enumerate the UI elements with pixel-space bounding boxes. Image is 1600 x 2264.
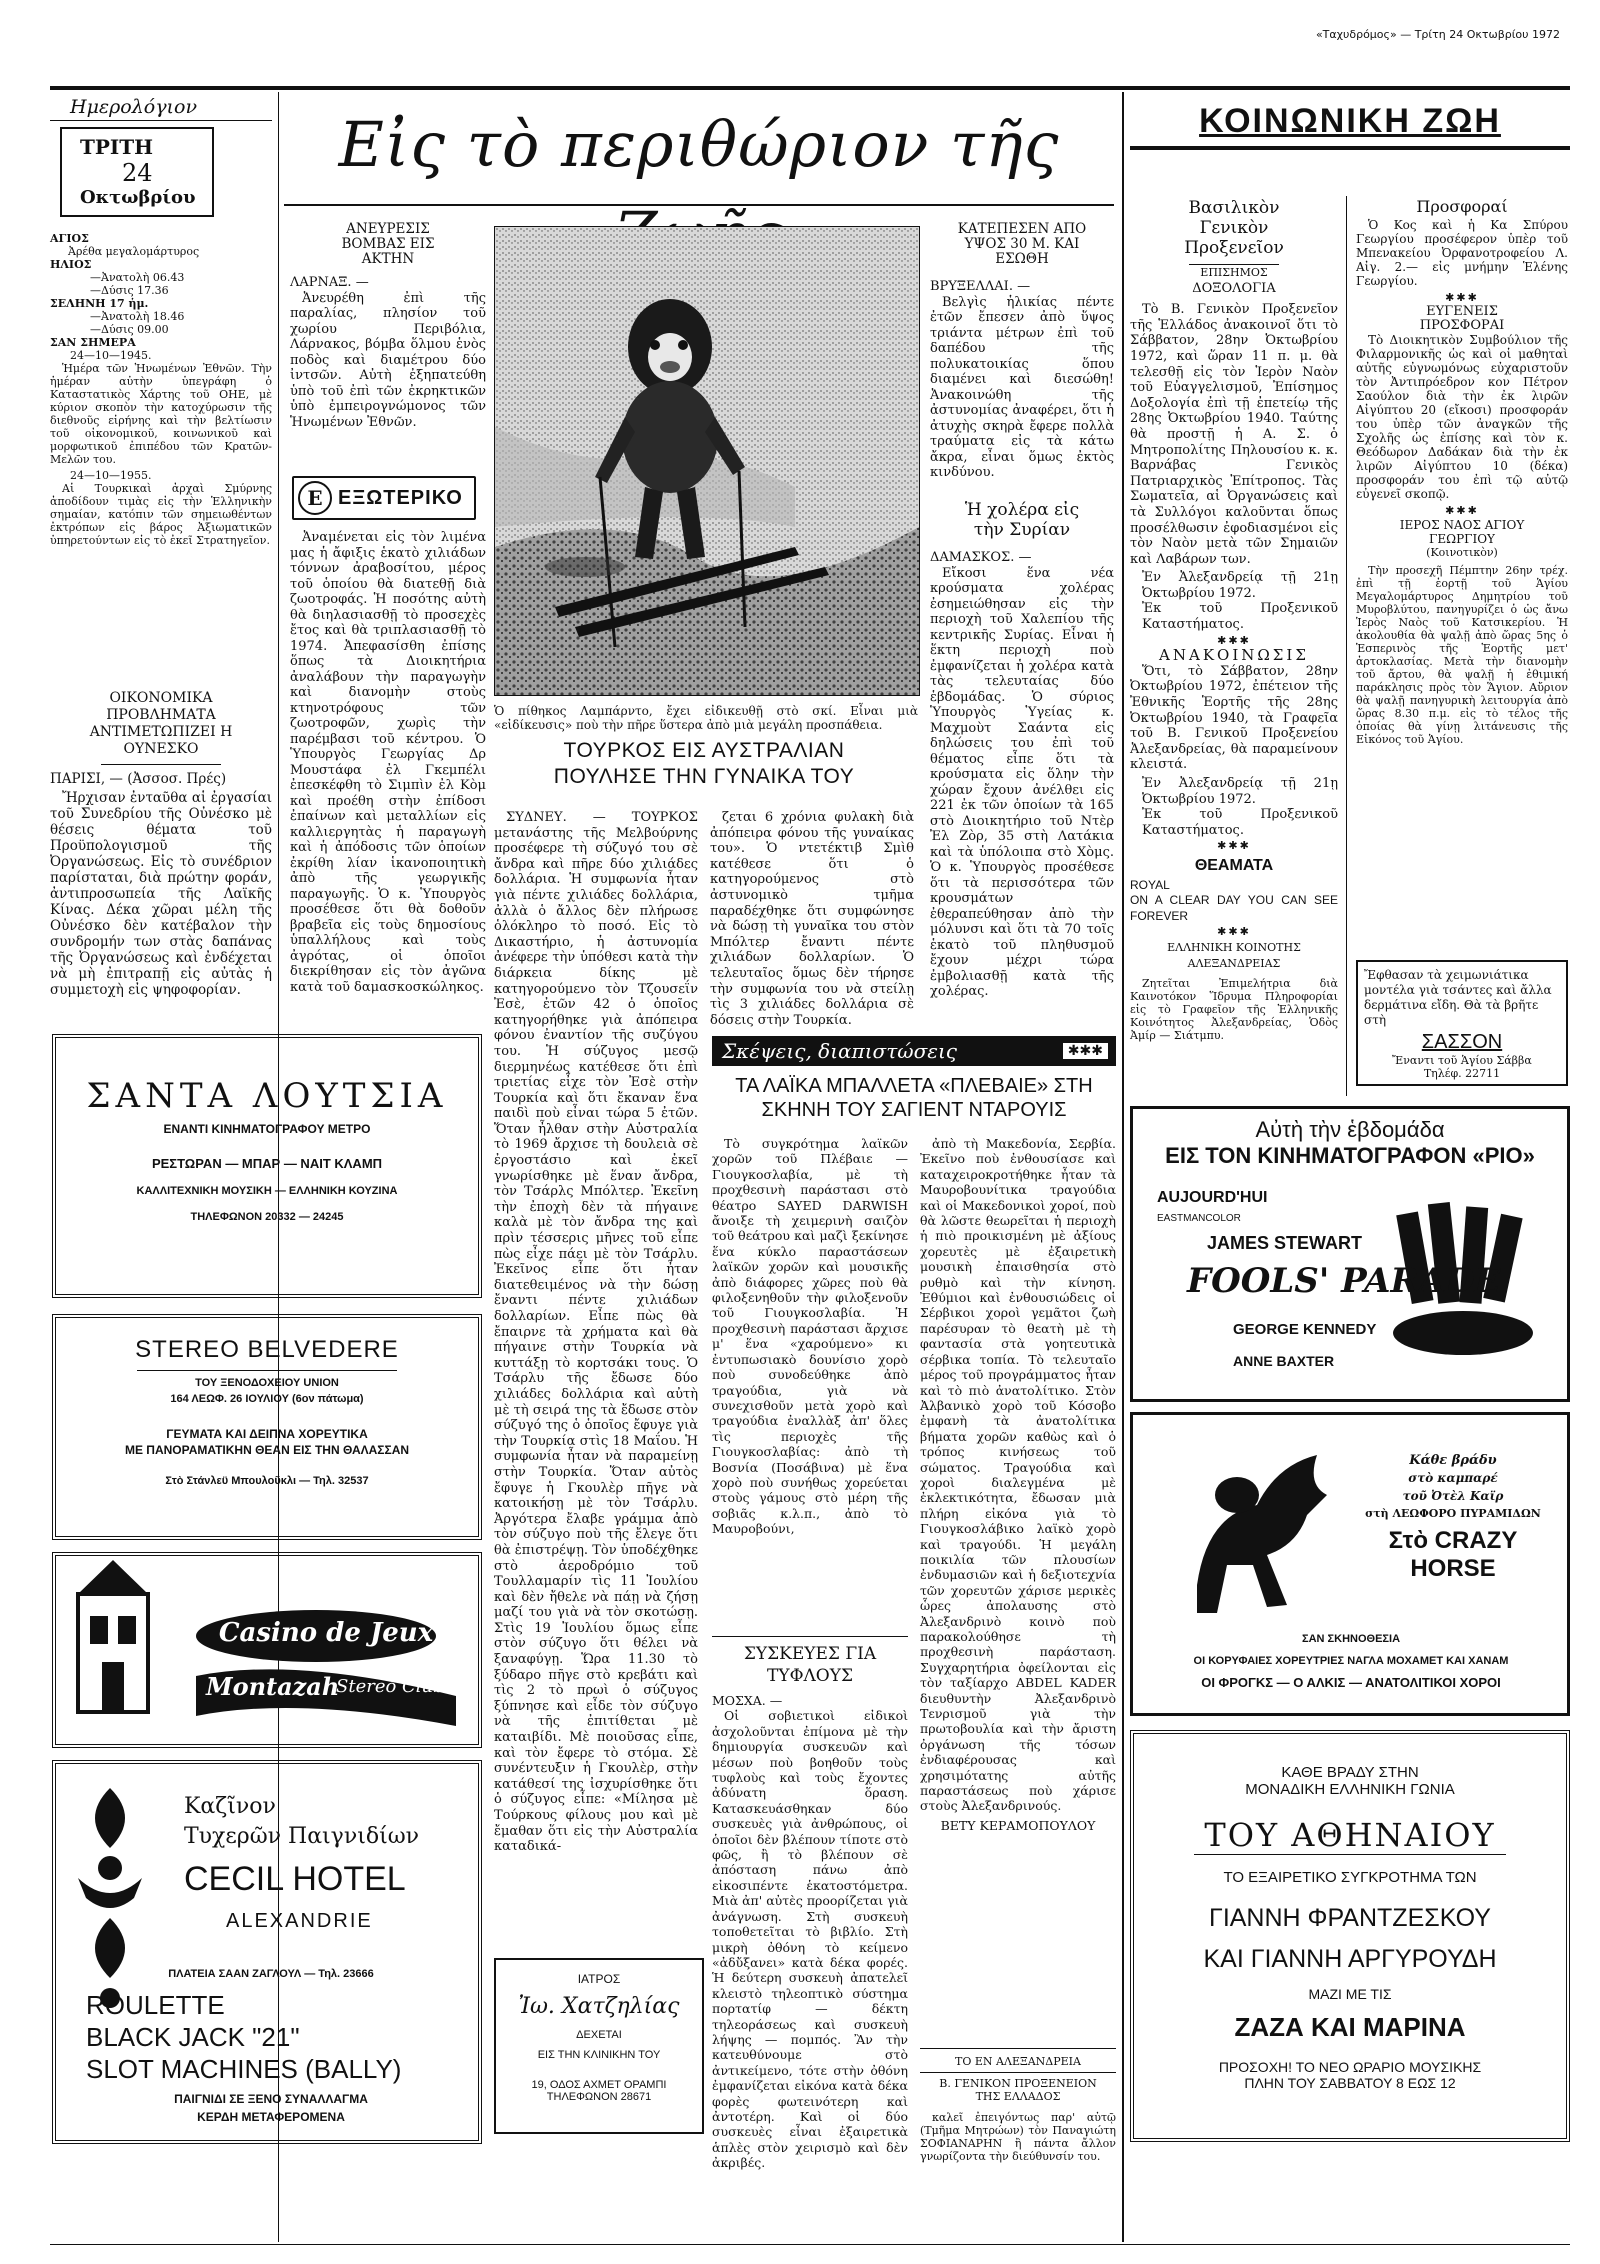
moon-label: ΣΕΛΗΝΗ 17 ἡμ. xyxy=(50,297,149,310)
exoteriko-label: ΕΞΩΤΕΡΙΚΟ xyxy=(338,486,463,509)
cecil-games-2: BLACK JACK "21" xyxy=(86,2022,300,2052)
sasson-text: Ἔφθασαν τὰ χειμωνιάτικα μοντέλα γιὰ τσάντες καὶ ἄλλα δερμάτινα εἴδη. Θὰ τὰ βρῆτε στὴ xyxy=(1364,968,1552,1027)
cecil-games-1: ROULETTE xyxy=(86,1990,225,2020)
calendar-header xyxy=(50,92,272,217)
fall-article xyxy=(930,222,1114,484)
turk-headline-1: ΤΟΥΡΚΟΣ ΕΙΣ ΑΥΣΤΡΑΛΙΑΝ xyxy=(563,739,845,762)
belvedere-name: STEREO BELVEDERE xyxy=(135,1336,399,1363)
rio-color: EASTMANCOLOR xyxy=(1157,1213,1241,1224)
athinaiou-line2: ΜΟΝΑΔΙΚΗ ΕΛΛΗΝΙΚΗ ΓΩΝΙΑ xyxy=(1245,1781,1455,1798)
turk-col-2 xyxy=(710,810,914,1031)
kicker-icon: ✱✱✱ xyxy=(1063,1043,1108,1059)
crazy-top-4: στὴ ΛΕΩΦΟΡΟ ΠΥΡΑΜΙΔΩΝ xyxy=(1365,1507,1541,1520)
theater-title: ΘΕΑΜΑΤΑ xyxy=(1194,856,1274,874)
rio-star3: ANNE BAXTER xyxy=(1233,1353,1335,1369)
rio-today: AUJOURD'HUI xyxy=(1157,1189,1268,1206)
community-2: ΑΛΕΞΑΝΔΡΕΙΑΣ xyxy=(1187,956,1281,970)
theater-text: Ζητεῖται Ἐπιμελήτρια διὰ Καινοτόκον Ἵδρυμα Πληροφορίαι εἰς τὸ Γραφεῖον τῆς Ἑλληνικῆς Κοινότητος Ἀλεξανδρείας, Ὁδὸς Ἀμίρ — Σιάτμπυ. xyxy=(1130,977,1338,1043)
church-text: Τὴν προσεχῆ Πέμπτην 26ην τρέχ. ἐπὶ τῇ ἑορτῇ τοῦ Ἁγίου Μεγαλομάρτυρος Δημητρίου τοῦ Μυροβλύτου, πανηγυρίζει ὁ ὡς ἄνω Ἱερὸς Ναὸς τοῦ Κατσικερίου. Ἡ ἀκολουθία θὰ ψαλῇ ἀπὸ ὥρας 5ης ὁ Ἑσπερινὸς τῆς Ἑορτῆς μετ' ἀρτοκλασίας. Μετὰ τὴν διανομὴν τοῦ ἄρτου, θὰ ψαλῇ ἡ ἐθιμική παράκλησις πρὸς τὸν Ἅγιον. Αὔριον θὰ ψαλῇ πανηγυρικὴ λειτουργία ἀπὸ ὥρας 8.30 π.μ. εἰς τὸ τέλος τῆς ὁποίας θὰ γίνῃ λιτάνευσις τῆς Εἰκόνος τοῦ Ἁγίου. xyxy=(1356,564,1568,746)
bottom-rule xyxy=(50,2244,1570,2245)
bomb-dateline: ΛΑΡΝΑΞ. — xyxy=(290,275,369,290)
church-sub: (Κοινοτικὸν) xyxy=(1426,546,1498,559)
consulate-event1-b: Ἐκ τοῦ Προξενικοῦ Καταστήματος. xyxy=(1142,601,1338,633)
cecil-note-1: ΠΑΙΓΝΙΔΙ ΣΕ ΞΕΝΟ ΣΥΝΑΛΛΑΓΜΑ xyxy=(174,2092,368,2106)
athinaiou-line3: ΤΟ ΕΞΑΙΡΕΤΙΚΟ ΣΥΓΚΡΟΤΗΜΑ ΤΩΝ xyxy=(1223,1869,1477,1886)
ballets-byline: ΒΕΤΥ ΚΕΡΑΜΟΠΟΥΛΟΥ xyxy=(940,1817,1096,1833)
cecil-line1: Καζῖνον xyxy=(184,1794,276,1819)
calendar-title: Ημερολόγιον xyxy=(50,92,272,121)
ballets-text-2: ἀπὸ τὴ Μακεδονία, Σερβία. Ἐκεῖνο ποὺ ἐνθουσίασε καὶ καταχειροκροτήθηκε ἦταν τὰ Μαυροβουνίτικα τραγούδια καὶ οἱ Μακεδονικοὶ χοροί, ποὺ θὰ λῶστε θεωρεῖται ἡ περιοχὴ ἡ πιὸ προικισμένη μὲ ἀξίους χορευτὲς μὲ ἐξαιρετικὴ μουσικὴ ἐπαισθησία στὸ ρυθμὸ καὶ τὴν κίνηση. Ἐθύμιοι καὶ ἐνθουσιώδεις οἱ Σέρβικοι χοροὶ γεμᾶτοι ζωὴ παρέσυραν τὸ θεατὴ μὲ τὴ φαντασία στὰ γοητευτικὰ σέρβικα τοπία. Τὸ τελευταῖο μέρος τοῦ προγράμματος ἦταν καὶ τὸ πιὸ ἀνατολίτικο. Στὸν Ἀλβανικὸ χορὸ τοῦ Κόσοβο ἐμφανὴ τὰ ἀνατολίτικα βήματα χορῶν καθὼς καὶ ὁ τρόπος κινήσεως τοῦ σώματος. Τραγούδια καὶ χοροὶ διαλεγμένα μὲ ἐκλεκτικότητα, ἔδωσαν μιὰ πλήρη εἰκόνα γιὰ τὸ Γιουγκοσλάβικο λαϊκὸ χορὸ καὶ τραγούδι. Ἡ μεγάλη ποικιλία τῶν πλουσίων ἐνδυμασιῶν καὶ ἡ δεξιοτεχνία τῶν χορευτῶν χάρισε μερικὲς ὧρες ἀπολαυσης στὸ Ἀλεξανδρινὸ κοινὸ ποὺ παρακολούθησε τὴ προχθεσινὴ παράσταση. Συγχαρητήρια ὀφείλονται εἰς τὸν ταξίαρχο ABDEL KADER διευθυντὴν Ἀλεξανδρινὸ Τενρισμοῦ γιὰ τὴν πρωτοβουλία καὶ τὴν ἄριστη ὀργάνωση τῆς τόσων ἐνδιαφέρουσας καὶ χρησιμότατης αὐτῆς παραστάσεως ποὺ χάρισε στοὺς Ἀλεξανδρινούς. xyxy=(920,1136,1116,1814)
community-1: ΕΛΛΗΝΙΚΗ ΚΟΙΝΟΤΗΣ xyxy=(1167,940,1301,954)
theater-line2: ON A CLEAR DAY YOU CAN SEE FOREVER xyxy=(1130,893,1338,923)
ballets-kicker-text: Σκέψεις, διαπιστώσεις xyxy=(722,1039,957,1063)
offers-title2: ΕΥΓΕΝΕΙΣ ΠΡΟΣΦΟΡΑΙ xyxy=(1419,304,1505,333)
belvedere-ad xyxy=(52,1314,482,1540)
athinaiou-name: ΤΟΥ ΑΘΗΝΑΙΟΥ xyxy=(1194,1816,1505,1855)
ballets-headline: ΤΑ ΛΑΪΚΑ ΜΠΑΛΛΕΤΑ «ΠΛΕΒΑΙΕ» ΣΤΗ ΣΚΗΝΗ ΤΟΥ ΣΑΓΙΕΝΤ ΝΤΑΡΟΥΙΣ xyxy=(735,1075,1093,1121)
santa-lucia-line2: ΡΕΣΤΩΡΑΝ — ΜΠΑΡ — ΝΑΙΤ ΚΛΑΜΠ xyxy=(151,1156,383,1171)
cholera-headline: Ἡ χολέρα εἰς τὴν Συρίαν xyxy=(964,500,1080,540)
consulate-sub1: ΕΠΙΣΗΜΟΣ xyxy=(1189,264,1279,281)
ballets-col-2 xyxy=(920,1136,1116,1833)
divider-stars: ✱✱✱ xyxy=(1217,633,1251,647)
sasson-phone: Τηλέφ. 22711 xyxy=(1423,1067,1501,1080)
belvedere-line2: 164 ΛΕΩΦ. 26 ΙΟΥΛΙΟΥ (6ον πάτωμα) xyxy=(170,1393,364,1405)
section-title: Εἰς τὸ περιθώριον τῆς xyxy=(338,108,1060,181)
cecil-address: ΠΛΑΤΕΙΑ ΣΑΑΝ ΖΑΓΛΟΥΛ — Τηλ. 23666 xyxy=(168,1968,374,1980)
moonrise: —Ἀνατολὴ 18.46 xyxy=(90,310,185,323)
date-box xyxy=(60,127,214,217)
divider-stars-5: ✱✱✱ xyxy=(1445,504,1479,517)
rio-line2: ΕΙΣ ΤΟΝ ΚΙΝΗΜΑΤΟΓΡΑΦΟΝ «ΡΙΟ» xyxy=(1165,1143,1535,1168)
blind-text: Οἱ σοβιετικοὶ εἰδικοὶ ἀσχολοῦνται ἐπίμονα μὲ τὴν δημιουργία συσκευῶν καὶ μέσων ποὺ βοηθοῦν τοὺς τυφλοὺς καὶ τοὺς ἔχοντες ἀδύνατη ὅραση. Κατασκευάσθηκαν δύο συσκευὲς γιὰ ἀνθρώπους, οἱ ὁποῖοι δὲν βλέπουν τίποτε στὸ φῶς, ἢ τὸ βλέπουν σὲ ἀπόσταση πάνω ἀπὸ εἰκοσιπέντε ἑκατοστόμετρα. Μιὰ ἀπ' αὐτὲς προορίζεται γιὰ ἀνάγνωση. Στὴ συσκευὴ τοποθετεῖται τὸ βιβλίο. Στὴ μικρὴ ὀθόνη τὸ κείμενο «ἀδὔξανει» κατὰ δέκα φορές. Ἡ δεύτερη συσκευὴ ἀπατελεῖ κλειστὸ τηλεοπτικὸ σύστημα πορτατίφ — δέκτη τηλεοράσεως καὶ συσκευὴ λήψης — πομπός. Ἂν τὴν κατευθύνουμε στὸ ἀντικείμενο, τότε στὴν ὀθόνη ἐμφανίζεται εἰκόνα κατὰ δέκα φορὲς φωτεινότερη καὶ ἀντοτέρη. Καὶ οἱ δύο συσκευὲς εἶναι ἐξαιρετικὰ ἁπλὲς στὸν χειρισμὸ καὶ δὲν ἀκριβές. xyxy=(712,1708,908,2171)
fall-dateline: ΒΡΥΞΕΛΛΑΙ. — xyxy=(930,279,1031,294)
montazah-logo xyxy=(56,1556,478,1744)
turk-headline xyxy=(494,722,914,790)
church-title: ΙΕΡΟΣ ΝΑΟΣ ΑΓΙΟΥ ΓΕΩΡΓΙΟΥ xyxy=(1399,518,1525,546)
cecil-ad xyxy=(52,1760,482,2144)
then-2-date: 24—10—1955. xyxy=(70,469,152,482)
doctor-label: ΙΑΤΡΟΣ xyxy=(577,1972,621,1986)
ballets-kicker xyxy=(712,1036,1116,1066)
consulate-note-text: καλεῖ ἐπειγόντως παρ' αὐτῷ (Τμῆμα Μητρώων) τὸν Παναγιώτη ΣΟΦΙΑΝΑΡΗΝ ἢ πάντα ἄλλον γνωρίζοντα τὴν διεύθυνσίν του. xyxy=(920,2111,1116,2163)
rio-star2: GEORGE KENNEDY xyxy=(1233,1321,1377,1338)
date-day: ΤΡΙΤΗ xyxy=(80,135,154,159)
turk-text-1: ΣΥΔΝΕΥ. — ΤΟΥΡΚΟΣ μετανάστης τῆς Μελβούρνης προσέφερε τὴ σύζυγό του σὲ ἄνδρα καὶ πῆρε δύο χιλιάδες δολλάρια. Ἡ συμφωνία ἦταν γιὰ πέντε χιλιάδες δολλάρια, ἀλλὰ ὁ ἄλλος δὲν πλήρωσε ὁλόκληρο τὸ ποσό. Εἰς τὸ Δικαστήριο, ἡ ἀστυνομία ἀνέφερε τὴν ὑπόθεσι κατὰ τὴν διάρκεια δίκης μὲ κατηγορούμενο τὸν Τζουσεΐν Ἐσὲ, ἐτῶν 42 ὁ ὁποῖος κατηγορήθηκε γιὰ ἀπόπειρα φόνου ἐναντίον τῆς συζύγου του. Ἡ σύζυγος μεσῷ διερμηνέως κατέθεσε ὅτι ἐπὶ τριετίας εἶχε τὸν Ἐσὲ στὴν Τουρκία καὶ ὅτι ἔκαναν ἕνα παιδὶ ποὺ εἶναι τώρα 5 ἐτῶν. Ὅταν ἦλθαν στὴν Αὐστραλία τὸ 1969 ἄρχισε τὴ δουλειὰ σὲ ἐργοστάσιο καὶ ἐκεῖ γνωρίσθηκε μὲ ἕναν ἄνδρα, τὸν Τσάρλς Μπόλτερ. Ἐκεῖνη τὴν ἐποχὴ δὲν τὰ πήγαινε καλὰ μὲ τὸν ἄνδρα της καὶ πρὶν τέσσερις μῆνες τοῦ εἶπε πὼς εἶχε πάει μὲ τὸν Τσάρλυ. Ἐκεῖνος εἶπε ὅτι ἦταν διατεθειμένος νὰ τὴν δώσῃ ἔναντι πέντε χιλιάδων δολλαρίων. Εἶπε πὼς θὰ ἔπαιρνε τὰ χρήματα καὶ θὰ πήγαινε στὴν Τουρκία νὰ κυττάξῃ τὸ κορτσάκι τους. Ὁ Τσάρλυ τῆς ἔδωσε δύο χιλιάδες δολλάρια καὶ αὐτὴ μὲ τὴ σειρά της τὰ ἔδωσε στὸν σύζυγό της ὁ ὁποῖος ἔφυγε γιὰ τὴν Τουρκία στὶς 18 Μαΐου. Ἡ συμφωνία ἦταν νὰ παραμείνῃ στὴν Τουρκία. Ὅταν αὐτὸς ἔφυγε ἡ Γκουλὲρ πῆγε νὰ κατοικήσῃ μὲ τὸν Τσάρλυ. Ἀργότερα ἔλαβε γράμμα ἀπὸ τὸν σύζυγο ποὺ τῆς ἔλεγε ὅτι θὰ ἐπιστρέψῃ. Τὸν ὑποδέχθηκε στὸ ἀεροδρόμιο τοῦ Τουλλαμαρίν τὶς 11 Ἰουλίου καὶ δὲν ἤθελε νὰ πάῃ νὰ ζήσῃ μαζί του γιὰ νὰ τὸν σκοτώσῃ. Στὶς 19 Ἰουλίου ὅμως εἶπε στὸν σύζυγο ὅτι θέλει νὰ ξαναφύγῃ. Ὥρα 11.30 τὸ ξύδαρο πῆγε στὸ κρεβάτι καὶ τὶς 2 τὸ πρωὶ ὁ σύζυγος ξύπνησε καὶ εἶδε τὸν σύζυγο νὰ τῆς ἐπιτίθεται μὲ καταιβίδι. Μὲ ποιοῦσας εἶπε, καὶ τὸν ἔφερε τὸ στόμα. Σὲ συνέντευξιν ἡ Γκουλὲρ, στὴν κατάθεσί της ἰσχυρίσθηκε ὅτι ὁ σύζυγος εἶπε: «Μίλησα μὲ Τούρκους φίλους μου καὶ μὲ ἔμαθαν ὅτι εἰς τὴν Αὐστραλία καταδικά- xyxy=(494,810,698,1855)
sasson-ad xyxy=(1356,960,1568,1086)
doctor-phone: ΤΗΛΕΦΩΝΟΝ 28671 xyxy=(546,2091,652,2103)
belvedere-phone: Στὸ Στάνλεϋ Μπουλοῦκλι — Τηλ. 32537 xyxy=(165,1475,369,1487)
economic-headline: ΟΙΚΟΝΟΜΙΚΑ ΠΡΟΒΛΗΜΑΤΑ ΑΝΤΙΜΕΤΩΠΙΖΕΙ Η ΟΥΝΕΣΚΟ xyxy=(89,690,233,757)
globe-icon: Ε xyxy=(298,481,332,515)
offers-article xyxy=(1356,197,1568,749)
moonset: —Δύσις 09.00 xyxy=(90,323,169,336)
rio-ad xyxy=(1130,1106,1570,1402)
athinaiou-artist2: ΚΑΙ ΓΙΑΝΝΗ ΑΡΓΥΡΟΥΔΗ xyxy=(1203,1945,1497,1973)
belvedere-line3: ΓΕΥΜΑΤΑ ΚΑΙ ΔΕΙΠΝΑ ΧΟΡΕΥΤΙΚΑ xyxy=(166,1427,368,1441)
bomb-article xyxy=(290,222,486,433)
blind-headline: ΣΥΣΚΕΥΕΣ ΓΙΑ ΤΥΦΛΟΥΣ xyxy=(712,1636,908,1687)
col-rule-2 xyxy=(1122,92,1124,2242)
consulate-event1: Ἐν Ἀλεξανδρείᾳ τῇ 21ῃ Ὀκτωβρίου 1972. xyxy=(1142,570,1338,601)
montazah-title-1: Casino de Jeux xyxy=(218,1618,434,1648)
exoteriko-article xyxy=(290,530,486,998)
anak-title: ΑΝΑΚΟΙΝΩΣΙΣ xyxy=(1159,646,1309,665)
cholera-dateline: ΔΑΜΑΣΚΟΣ. — xyxy=(930,550,1032,565)
cecil-name: CECIL HOTEL xyxy=(184,1860,406,1898)
consulate-note-3: ΤΗΣ ΕΛΛΑΔΟΣ xyxy=(975,2090,1061,2103)
col-rule-right xyxy=(1346,196,1347,1096)
santa-lucia-ad xyxy=(52,1034,482,1298)
consulate-note xyxy=(920,2048,1116,2166)
crazy-name: Στὸ CRAZY HORSE xyxy=(1388,1527,1518,1582)
blind-dateline: ΜΟΣΧΑ. — xyxy=(712,1693,783,1708)
blind-article xyxy=(712,1636,908,2174)
right-masthead xyxy=(1130,96,1570,150)
athinaiou-artist1: ΓΙΑΝΝΗ ΦΡΑΝΤΖΕΣΚΟΥ xyxy=(1209,1904,1491,1932)
doctor-place: ΕΙΣ ΤΗΝ ΚΛΙΝΙΚΗΝ ΤΟΥ xyxy=(537,2049,661,2061)
montazah-ad xyxy=(52,1552,482,1748)
rio-star1: JAMES STEWART xyxy=(1207,1233,1363,1253)
santa-lucia-phone: ΤΗΛΕΦΩΝΟΝ 20332 — 24245 xyxy=(190,1211,344,1223)
horse-icon xyxy=(1167,1435,1347,1625)
divider-stars-4: ✱✱✱ xyxy=(1445,291,1479,304)
athinaiou-artist3: ΖΑΖΑ ΚΑΙ ΜΑΡΙΝΑ xyxy=(1234,2012,1466,2042)
crazy-top-1: Κάθε βράδυ xyxy=(1409,1453,1497,1468)
top-rule xyxy=(50,86,1570,90)
then-label: ΣΑΝ ΣΗΜΕΡΑ xyxy=(50,336,136,349)
montazah-title-2: Montazah xyxy=(206,1672,340,1701)
sun-label: ΗΛΙΟΣ xyxy=(50,258,92,271)
bomb-text: Ἀνευρέθη ἐπὶ τῆς παραλίας, πλησίον τοῦ χωρίου Περιβόλια, Λάρνακος, βόμβα ὅλμου ἑνὸς ποδὸς καὶ διαμέτρου δύο ἰντσῶν. Αὐτὴ ἐξηπατεύθη ὑπὸ τοῦ ἐπὶ τῶν ἐκρηκτικῶν ὑπὸ ἐμπειρογνώμονος τῶν Ἡνωμένων Ἐθνῶν. xyxy=(290,290,486,430)
doctor-hours: ΔΕΧΕΤΑΙ xyxy=(576,2029,622,2041)
doctor-name: Ἰω. Χατζηλίας xyxy=(518,1994,680,2019)
santa-lucia-name: ΣΑΝΤΑ ΛΟΥΤΣΙΑ xyxy=(86,1076,448,1116)
crazy-top-3: τοῦ Ὀτὲλ Καϊρ xyxy=(1402,1489,1504,1503)
consulate-event2: Ἐν Ἀλεξανδρείᾳ τῇ 21ῃ Ὀκτωβρίου 1972. xyxy=(1142,776,1338,807)
photo-caption: Ὁ πίθηκος Λαμπάρντο, ἔχει εἰδικευθῇ στὸ σκί. Εἶναι μιὰ «εἰδίκευσις» ποὺ τὴν πῆρε ὕστερα ἀπὸ μιὰ μεγάλη προσπάθεια. xyxy=(494,704,918,732)
consulate-article xyxy=(1130,198,1338,1045)
consulate-title: Βασιλικὸν Γενικὸν Προξενεῖον xyxy=(1184,198,1284,258)
turk-headline-2: ΠΟΥΛΗΣΕ ΤΗΝ ΓΥΝΑΙΚΑ ΤΟΥ xyxy=(553,765,855,788)
monkey-photo xyxy=(494,226,920,696)
ballets-text-1: Τὸ συγκρότημα λαϊκῶν χορῶν τοῦ Πλέβαιε — Γιουγκοσλαβία, μὲ τὴ προχθεσινὴ παράστασι στὸ θέατρο SAYED DARWISH ἄνοιξε τὴ χειμερινὴ σαιζὸν τοῦ θεάτρου καὶ μαζὶ ξεκίνησε ἕνα κύκλο παραστάσεων λαϊκῶν χορῶν καὶ μουσικῆς ἀπὸ διάφορες χῶρες ποὺ θὰ φιλοξενηθοῦν τὴν φιλοξενοῦν τοῦ Γιουγκοσλαβία. Ἡ προχθεσινὴ παράστασι ἄρχισε μ' ἕνα «χαρούμενο» κι ἐντυπωσιακὸ δουνίσιο χορὸ ποὺ συνοδεύθηκε ἀπὸ τραγούδια, γιὰ νὰ συνεχισθοῦν μετὰ χορὸ καὶ τραγούδια ἐναλλὰξ ἀπ' ὅλες τὶς περιοχὲς τῆς Γιουγκοσλαβίας: ἀπὸ τὴ Βοσνία (Ποσάβινα) μὲ ἕνα χορὸ ποὺ συνήθως χορεύεται στοὺς γάμους στὸ μέρη τῆς σοβιᾶς κ.λ.π., ἀπὸ τὸ Μαυροβούνι, xyxy=(712,1136,908,1537)
offers-title: Προσφοραί xyxy=(1416,197,1508,216)
rio-line1: Αὐτὴ τὴν ἑβδομάδα xyxy=(1255,1117,1445,1142)
montazah-title-3: Stereo Club xyxy=(336,1676,445,1697)
athinaiou-note2: ΠΛΗΝ ΤΟΥ ΣΑΒΒΑΤΟΥ 8 ΕΩΣ 12 xyxy=(1244,2075,1456,2091)
cholera-text: Εἴκοσι ἕνα νέα κρούσματα χολέρας ἐσημειώθησαν εἰς τὴν περιοχὴ τοῦ Χαλεπίου τῆς κεντρικῆς Συρίας. Εἶναι ἡ ἕκτη περιοχὴ ποὺ ἐμφανίζεται ἡ χολέρα κατὰ τὰς τελευταίας δύο ἑβδομάδας. Ὁ σύριος Ὑπουργὸς Ὑγείας κ. Μαχμοὺτ Σαάντα εἰς δηλώσεις του ἐπὶ τοῦ θέματος εἶπε ὅτι τὰ κρούσματα εἰς ὅλην τὴν χώραν ἔχουν ἀνέλθει εἰς 221 ἐκ τῶν ὁποίων τὰ 165 στὸ Διοικητήριο τοῦ Ντὲρ Ἐλ Ζὸρ, 35 στὴ Λατάκια καὶ τὰ ὑπόλοιπα στὸ Χὸμς. Ὁ κ. Ὑπουργὸς προσέθεσε ὅτι τὰ περισσότερα τῶν κρουσμάτων ἐθεραπεύθησαν ἀπὸ τὴν μόλυνσι καὶ ὅτι τὰ 70 τοῖς ἑκατὸ τοῦ πληθυσμοῦ ἔχουν μέχρι τώρα ἐμβολιασθῇ κατὰ τῆς χολέρας. xyxy=(930,565,1114,999)
cholera-article xyxy=(930,500,1114,1003)
turk-col-1 xyxy=(494,810,698,1858)
crazy-line2: ΣΑΝ ΣΚΗΝΟΘΕΣΙΑ xyxy=(1301,1633,1401,1645)
economic-article xyxy=(50,690,272,1001)
monkey-skiing-image xyxy=(495,227,919,695)
doctor-ad xyxy=(494,1958,704,2134)
then-2-text: Αἱ Τουρκικαὶ ἀρχαὶ Σμύρνης ἀποδίδουν τιμὰς εἰς τὴν Ἑλληνικὴν σημαίαν, κατόπιν τῶν σημειωθέντων ἐκτρόπων εἰς βάρος Ἀξιωματικῶν ὑπηρετούντων εἰς τὸ ἐκεῖ Στρατηγεῖον. xyxy=(50,482,272,547)
athinaiou-line1: ΚΑΘΕ ΒΡΑΔΥ ΣΤΗΝ xyxy=(1281,1764,1419,1781)
santa-lucia-line3: ΚΑΛΛΙΤΕΧΝΙΚΗ ΜΟΥΣΙΚΗ — ΕΛΛΗΝΙΚΗ ΚΟΥΖΙΝΑ xyxy=(136,1185,398,1197)
calendar-body xyxy=(50,232,272,550)
ballets-col-1 xyxy=(712,1136,908,1540)
belvedere-line1: ΤΟΥ ΞΕΝΟΔΟΧΕΙΟΥ UNION xyxy=(195,1377,339,1389)
section-masthead xyxy=(284,100,1114,206)
cecil-note-2: ΚΕΡΔΗ ΜΕΤΑΦΕΡΟΜΕΝΑ xyxy=(197,2110,345,2124)
belvedere-line4: ΜΕ ΠΑΝΟΡΑΜΑΤΙΚΗΝ ΘΕΑΝ ΕΙΣ ΤΗΝ ΘΑΛΑΣΣΑΝ xyxy=(124,1443,410,1457)
sasson-name: ΣΑΣΣΟΝ xyxy=(1421,1031,1503,1053)
anak-text: Ὅτι, τὸ Σάββατον, 28ην Ὀκτωβρίου 1972, ἐπέτειον τῆς Ἐθνικῆς Ἑορτῆς τῆς 28ης Ὀκτωβρίου 1940, τὰ Γραφεῖα τοῦ Β. Γενικοῦ Προξενείου Ἀλεξανδρείας, θὰ παραμείνουν κλειστά. xyxy=(1130,663,1338,773)
crazy-horse-ad xyxy=(1130,1412,1570,1716)
saint-label: ΑΓΙΟΣ xyxy=(50,232,89,245)
consulate-note-1: ΤΟ ΕΝ ΑΛΕΞΑΝΔΡΕΙΑ xyxy=(920,2048,1116,2068)
then-1-date: 24—10—1945. xyxy=(70,349,152,362)
exoteriko-logo xyxy=(292,476,476,520)
santa-lucia-line1: ΕΝΑΝΤΙ ΚΙΝΗΜΑΤΟΓΡΑΦΟΥ ΜΕΤΡΟ xyxy=(163,1122,371,1136)
sasson-address: Ἔναντι τοῦ Ἁγίου Σάββα xyxy=(1392,1054,1532,1067)
cecil-games-3: SLOT MACHINES (BALLY) xyxy=(86,2054,402,2084)
fall-headline: ΚΑΤΕΠΕΣΕΝ ΑΠΟ ΥΨΟΣ 30 Μ. ΚΑΙ ΕΣΩΘΗ xyxy=(957,221,1087,267)
offers-text2: Τὸ Διοικητικὸν Συμβούλιον τῆς Φιλαρμονικῆς ὡς καὶ οἱ μαθηταὶ αὐτῆς εὐγνωμόνως εὐχαριστοῦν τὸν Ἀντιπρόεδρον κον Πέτρον Σαούλον διὰ τὴν ἐκ λιρῶν Αἰγύπτου 20 (εἴκοσι) προσφοράν του ὑπὲρ τῶν ἀναγκῶν τῆς Σχολῆς ὡς ἐπίσης καὶ τὸν κ. Θεόδωρον Δαδάκαν διὰ τὴν ἐκ λιρῶν Αἰγύπτου 10 (δέκα) προσφοράν του ἐπὶ τῷ αὐτῷ εὐγενεῖ σκοπῷ. xyxy=(1356,333,1568,501)
divider-stars-3: ✱✱✱ xyxy=(1217,925,1251,939)
consulate-sub2: ΔΟΞΟΛΟΓΙΑ xyxy=(1192,280,1276,296)
athinaiou-ad xyxy=(1130,1730,1570,2142)
consulate-event2-b: Ἐκ τοῦ Προξενικοῦ Καταστήματος. xyxy=(1142,807,1338,838)
crazy-line3: ΟΙ ΚΟΡΥΦΑΙΕΣ ΧΟΡΕΥΤΡΙΕΣ ΝΑΓΛΑ ΜΟΧΑΜΕΤ ΚΑΙ ΧΑΝΑΜ xyxy=(1193,1655,1509,1667)
economic-dateline: ΠΑΡΙΣΙ, — (Ἀσσοσ. Πρές) xyxy=(50,771,227,787)
crazy-line4: ΟΙ ΦΡΟΓΚΣ — Ο ΑΛΚΙΣ — ΑΝΑΤΟΛΙΤΙΚΟΙ ΧΟΡΟΙ xyxy=(1201,1675,1501,1690)
right-section-title: ΚΟΙΝΩΝΙΚΗ ΖΩΗ xyxy=(1199,102,1501,140)
theater-line1: ROYAL xyxy=(1130,877,1170,892)
offers-text: Ὁ Κος καὶ ἡ Κα Σπύρου Γεωργίου προσέφερον ὑπὲρ τοῦ Μπενακείου Ὀρφανοτροφείου Λ. Αἰγ. 2.— εἰς μνήμην Ἑλένης Γεωργίου. xyxy=(1356,218,1568,288)
date-month: Οκτωβρίου xyxy=(80,187,196,208)
date-number: 24 xyxy=(122,159,153,187)
sunrise: —Ἀνατολὴ 06.43 xyxy=(90,271,185,284)
consulate-text: Τὸ Β. Γενικὸν Προξενεῖον τῆς Ἑλλάδος ἀνακοινοῖ ὅτι τὸ Σάββατον, 28ην Ὀκτωβρίου 1972, καὶ ὥραν 11 π. μ. θὰ τελεσθῇ εἰς τὸν Ἱερὸν Ναὸν τοῦ Εὐαγγελισμοῦ, Ἐπίσημος Δοξολογία ἐπὶ τῇ ἐπετείῳ τῆς 28ης Ὀκτωβρίου 1940. Ταύτης θὰ προστῇ ἡ Α. Σ. ὁ Μητροπολίτης Πηλουσίου κ. κ. Βαρνάβας Γενικὸς Πατριαρχικὸς Ἐπίτροπος. Τὰς Σωματεῖα, αἱ Ὀργανώσεις καὶ τὰ Συλλόγοι καλοῦνται ὅπως προσέλθωσιν ἐφοδιασμένοι εἰς τὸν Ναὸν μετὰ τῶν Σημαιῶν καὶ Λαβάρων των. xyxy=(1130,302,1338,567)
economic-text: Ἤρχισαν ἐνταῦθα αἱ ἐργασίαι τοῦ Συνεδρίου τῆς Οὐνέσκο μὲ θέσεις θέματα τοῦ Προϋπολογισμοῦ τῆς Ὀργανώσεως. Εἰς τὸ συνέδριον παρίσταται, διὰ πρώτην φοράν, ἀντιπροσωπεία τῆς Λαϊκῆς Κίνας. Δέκα χῶραι μέλη τῆς Οὐνέσκο δὲν κατέβαλον τὴν συνδρομήν των στὰς δαπάνας τῆς Ὀργανώσεως καὶ ἐνδέχεται νὰ μὴ ἐπιτραπῇ εἰς αὐτὰς ἡ συμμετοχὴ εἰς ψηφοφορίαν. xyxy=(50,790,272,998)
crazy-top-2: στὸ καμπαρέ xyxy=(1408,1471,1498,1485)
sunset: —Δύσις 17.36 xyxy=(90,284,169,297)
rio-title: FOOLS' PARADE xyxy=(1187,1261,1501,1301)
doctor-address: 19, ΟΔΟΣ ΑΧΜΕΤ ΟΡΑΜΠΙ xyxy=(531,2079,667,2091)
divider-stars-2: ✱✱✱ xyxy=(1217,839,1251,853)
then-1-text: Ἡμέρα τῶν Ἡνωμένων Ἐθνῶν. Τὴν ἡμέραν αὐτὴν ὑπεγράφη ὁ Καταστατικὸς Χάρτης τοῦ ΟΗΕ, μὲ κύριον σκοπὸν τὴν κατοχύρωσιν τῆς διεθνοῦς εἰρήνης καὶ τὴν βελτίωσιν τοῦ οἰκονομικοῦ, κοινωνικοῦ καὶ μορφωτικοῦ ἐπιπέδου τῶν Κρατῶν-Μελῶν του. xyxy=(50,362,272,466)
cecil-line2: Τυχερῶν Παιγνιδίων xyxy=(184,1824,420,1849)
running-header: «Ταχυδρόμος» — Τρίτη 24 Οκτωβρίου 1972 xyxy=(1315,28,1560,41)
bomb-headline: ΑΝΕΥΡΕΣΙΣ ΒΟΜΒΑΣ ΕΙΣ ΑΚΤΗΝ xyxy=(341,221,435,267)
turk-text-2: ζεται 6 χρόνια φυλακὴ διὰ ἀπόπειρα φόνου τῆς γυναίκας του». Ὁ ντετέκτιβ Σμὶθ κατέθεσε ὅτι ὁ κατηγορούμενος στὸ ἀστυνομικὸ τμῆμα παραδέχθηκε ὅτι συμφώνησε νὰ δώσῃ τὴ γυναῖκα του στὸν Μπόλτερ ἔναντι πέντε χιλιάδων δολλαρίων. Ὁ τελευταῖος ὅμως δὲν τήρησε τὴν συμφωνία του νὰ στείλῃ τὶς 3 χιλιάδες δολλάρια σὲ δόσεις στὴν Τουρκία. xyxy=(710,810,914,1028)
cecil-city: ALEXANDRIE xyxy=(226,1910,373,1932)
exoteriko-text: Ἀναμένεται εἰς τὸν λιμένα μας ἡ ἄφιξις ἑκατὸ χιλιάδων τόννων ἀραβοσίτου, μέρος τοῦ ὁποίου θὰ διατεθῇ διὰ ζωοτροφάς. Ἡ ποσότης αὐτὴ θὰ διηλασιασθῇ τὸ προσεχὲς ἔτος καὶ θὰ τριπλασιασθῇ τὸ 1974. Ἀπεφασίσθη ἐπίσης ὅπως τὰ Διοικητήρια ἀναλάβουν τὴν παραγωγὴν καὶ διανομὴν στοὺς κτηνοτρόφους τῶν ζωοτροφῶν, χωρὶς τὴν παρέμβασι τοῦ κέντρου. Ὁ Ὑπουργὸς Γεωργίας Δρ Μουστάφα ἐλ Γκεμπέλι ἐπεσκέφθη τὸ Σιμπὶν ἐλ Κὸμ καὶ προέθη στὴν ἐπίδοσι ἐπαίνων καὶ μεταλλίων εἰς καλλιεργητὰς ἡ παραγωγὴ καὶ ἡ ἀπόδοσις τῶν ὁποίων ἐκρίθη λίαν ἱκανοποιητικὴ ἀπὸ τῆς γεωργικῆς παραγωγῆς. Ὁ κ. Ὑπουργὸς προσέθεσε ὅτι θὰ δοθοῦν βραβεῖα εἰς τοὺς δημοσίους ὑπαλλήλους καὶ τοὺς ἀγρότας, οἱ ὁποῖοι διεκρίθησαν εἰς τὸν ἀγῶνα κατὰ τοῦ δαμασκοσκώληκος. xyxy=(290,530,486,995)
consulate-note-2: Β. ΓΕΝΙΚΟΝ ΠΡΟΞΕΝΕΙΟΝ xyxy=(920,2072,1116,2090)
athinaiou-note1: ΠΡΟΣΟΧΗ! ΤΟ ΝΕΟ ΩΡΑΡΙΟ ΜΟΥΣΙΚΗΣ xyxy=(1218,2059,1482,2075)
saint-name: Ἀρέθα μεγαλομάρτυρος xyxy=(68,245,200,258)
athinaiou-line4: ΜΑΖΙ ΜΕ ΤΙΣ xyxy=(1308,1986,1392,2002)
fall-text: Βελγὶς ἡλικίας πέντε ἐτῶν ἔπεσεν ἀπὸ ὕψος τριάντα μέτρων ἐπὶ τοῦ δαπέδου τῆς πολυκατοικίας ὅπου διαμένει καὶ διεσώθη! Ἀνακοινώθη τῆς ἀστυνομίας ἀναφέρει, ὅτι ἡ ἀτυχὴς σκηρὰ ἔφερε πολλὰ τραύματα εἰς τὰ κάτω ἄκρα, εἶναι ὅμως ἐκτὸς κινδύνου. xyxy=(930,294,1114,480)
